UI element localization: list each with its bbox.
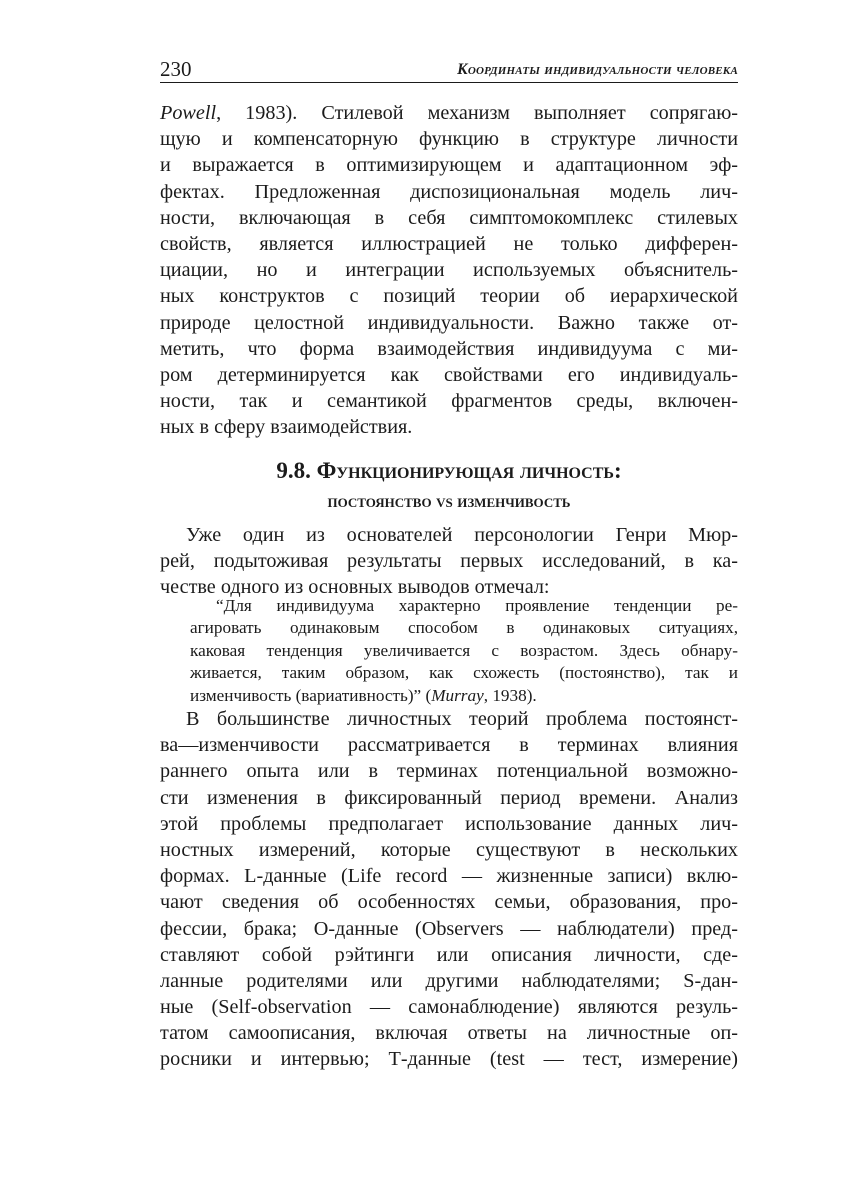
text-line: ставляют собой рэйтинги или описания личности, сде- bbox=[160, 943, 738, 966]
text-line: ных конструктов с позиций теории об иерархической bbox=[160, 285, 738, 308]
block-quote bbox=[190, 595, 738, 707]
text-line: ные (Self-observation — самонаблюдение) являются резуль- bbox=[160, 996, 738, 1019]
text-line: ланные родителями или другими наблюдателями; S-дан- bbox=[160, 969, 738, 992]
text-line bbox=[160, 100, 738, 126]
text-line: Уже один из основателей персонологии Генри Мюр- bbox=[186, 524, 738, 546]
text-line: рей, подытоживая результаты первых исследований, в ка- bbox=[160, 550, 738, 573]
text-line: щую и компенсаторную функцию в структуре личности bbox=[160, 128, 738, 151]
text-line: свойств, является иллюстрацией не только дифферен- bbox=[160, 232, 738, 255]
text-line: ных в сферу взаимодействия. bbox=[160, 416, 413, 439]
text-line: В большинстве личностных теорий проблема постоянст- bbox=[186, 708, 738, 730]
running-head bbox=[160, 56, 738, 84]
text-line: сти изменения в фиксированный период времени. Анализ bbox=[160, 786, 738, 809]
running-title: Координаты индивидуальности человека bbox=[457, 61, 738, 78]
text-line: природе целостной индивидуальности. Важно также от- bbox=[160, 311, 738, 334]
text-line: фектах. Предложенная диспозициональная модель лич- bbox=[160, 180, 738, 203]
citation-author: Powell bbox=[160, 102, 217, 124]
quote-line: живается, таким образом, как схожесть (постоянство), так и bbox=[190, 663, 738, 683]
text-line: ностных измерений, которые существуют в нескольких bbox=[160, 838, 738, 861]
section-number: 9.8. bbox=[276, 458, 311, 483]
text-line: ва—изменчивости рассматривается в терминах влияния bbox=[160, 734, 738, 757]
text-line: фессии, брака; О-данные (Observers — наблюдатели) пред- bbox=[160, 917, 738, 940]
header-rule bbox=[160, 82, 738, 83]
text-line: честве одного из основных выводов отмечал: bbox=[160, 576, 550, 599]
section-heading bbox=[160, 456, 738, 486]
text-line: ности, так и семантикой фрагментов среды, включен- bbox=[160, 390, 738, 413]
text-line: этой проблемы предполагает использование данных лич- bbox=[160, 812, 738, 835]
quote-line: агировать одинаковым способом в одинаковых ситуациях, bbox=[190, 618, 738, 638]
text-line: татом самоописания, включая ответы на личностные оп- bbox=[160, 1022, 738, 1045]
page-number: 230 bbox=[160, 57, 192, 81]
section-subheading: постоянство vs изменчивость bbox=[327, 491, 571, 511]
quote-line: “Для индивидуума характерно проявление тенденции ре- bbox=[216, 596, 738, 615]
paragraph-1 bbox=[160, 100, 738, 440]
quote-line bbox=[190, 685, 738, 707]
text-line: росники и интервью; Т-данные (test — тест, измерение) bbox=[160, 1048, 738, 1071]
paragraph-3 bbox=[160, 706, 738, 1073]
text-line: ности, включающая в себя симптомокомплекс стилевых bbox=[160, 206, 738, 229]
text-line: ром детерминируется как свойствами его индивидуаль- bbox=[160, 363, 738, 386]
quote-line-content: изменчивость (вариативность)” ( bbox=[190, 685, 432, 705]
citation-author: Murray bbox=[431, 685, 484, 705]
quote-line: каковая тенденция увеличивается с возрастом. Здесь обнару- bbox=[190, 640, 738, 660]
citation-year: , 1938). bbox=[483, 685, 537, 705]
text-line-content: , 1983). Стилевой механизм выполняет сопрягаю- bbox=[216, 102, 738, 124]
text-line: раннего опыта или в терминах потенциальной возможно- bbox=[160, 760, 738, 783]
paragraph-2 bbox=[160, 522, 738, 601]
text-line: циации, но и интеграции используемых объяснитель- bbox=[160, 259, 738, 282]
text-line: метить, что форма взаимодействия индивидуума с ми- bbox=[160, 337, 738, 360]
text-line: формах. L-данные (Life record — жизненные записи) вклю- bbox=[160, 865, 738, 888]
text-line: и выражается в оптимизирующем и адаптационном эф- bbox=[160, 154, 738, 177]
section-title-line-1: Функционирующая личность: bbox=[316, 458, 622, 483]
text-line: чают сведения об особенностях семьи, образования, про- bbox=[160, 891, 738, 914]
